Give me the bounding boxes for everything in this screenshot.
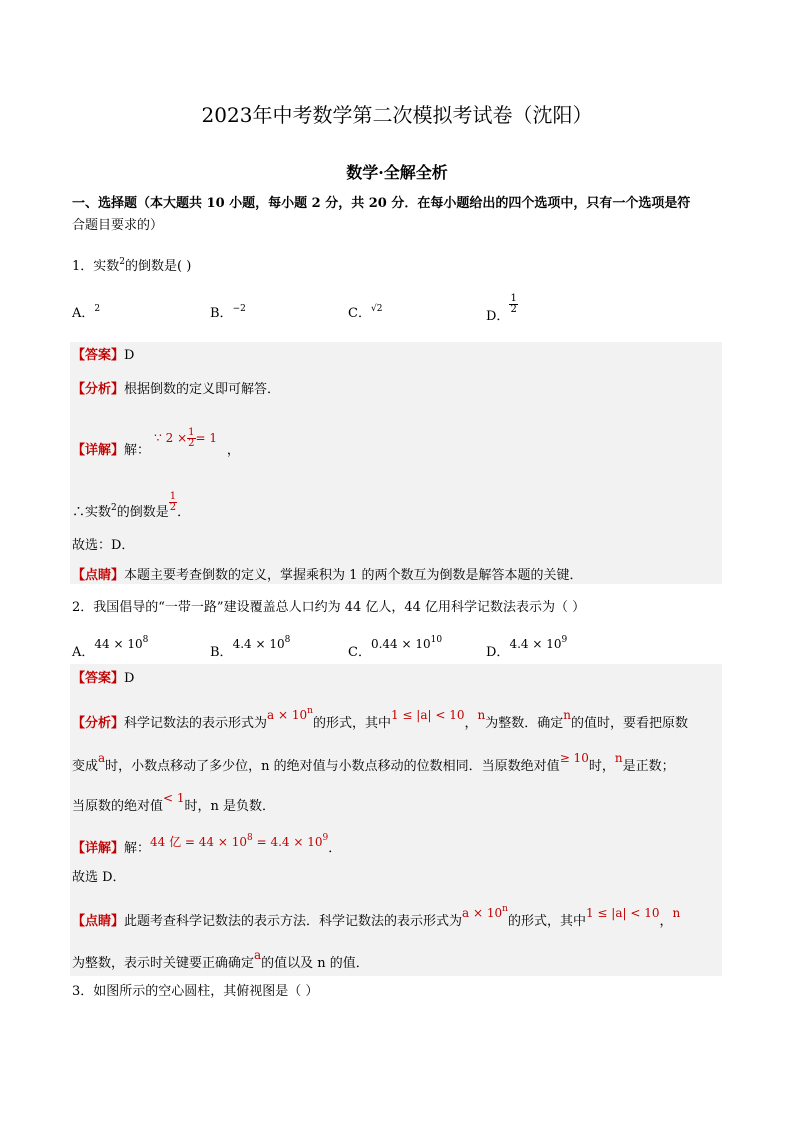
q2-analysis-line3: 当原数的绝对值< 1时，n 是负数． bbox=[72, 791, 276, 814]
q2-answer: 【答案】D bbox=[72, 671, 135, 686]
q1-option-b: B．$^{-2}$ bbox=[210, 304, 246, 321]
q1-conclusion: ∴实数$^2$的倒数是 $\frac{1}{2}$ ． bbox=[72, 491, 191, 520]
q1-answer: 【答案】D bbox=[72, 348, 135, 363]
q2-option-c: C．$0.44 \times 10^{10}$ bbox=[348, 635, 443, 660]
q2-option-d: D．$4.4 \times 10^9$ bbox=[486, 635, 568, 660]
page-title: 2023年中考数学第二次模拟考试卷（沈阳） bbox=[201, 103, 593, 127]
q2-option-a: A．$44 \times 10^8$ bbox=[72, 635, 149, 660]
q2-detail: 【详解】解：44 亿 = $44 \times 10^8 = 4.4 \times 10^9$． bbox=[72, 833, 342, 856]
q3-stem: 3．如图所示的空心圆柱，其俯视图是（ ） bbox=[72, 984, 319, 999]
q1-option-d: D． $\frac{1}{2}$ bbox=[486, 293, 517, 324]
q2-option-b: B．$4.4 \times 10^8$ bbox=[210, 635, 291, 660]
q1-solution-block bbox=[70, 342, 722, 584]
q1-stem: 1．实数$^2$的倒数是( ) bbox=[72, 257, 192, 274]
q2-analysis-line2: 变成a时，小数点移动了多少位，n 的绝对值与小数点移动的位数相同．当原数绝对值≥ 10时，n是正数； bbox=[72, 751, 675, 774]
section-header-line2: 合题目要求的） bbox=[72, 218, 164, 233]
q1-option-c: C．$^{√2}$ bbox=[348, 304, 383, 321]
section-header: 一、选择题（本大题共 10 小题，每小题 2 分，共 20 分．在每小题给出的四个选项中，只有一个选项是符 bbox=[72, 196, 691, 211]
q2-comment-line2: 为整数，表示时关键要正确确定a的值以及 n 的值． bbox=[72, 948, 369, 971]
q1-option-a: A．$^2$ bbox=[72, 304, 101, 321]
q2-comment-line1: 【点睛】此题考查科学记数法的表示方法．科学记数法的表示形式为$a \times 10^n$的形式，其中1 ≤ |a| < 10，n bbox=[72, 904, 681, 929]
q2-stem: 2．我国倡导的“一带一路”建设覆盖总人口约为 44 亿人，44 亿用科学记数法表示为（ ） bbox=[72, 600, 586, 615]
q2-analysis-line1: 【分析】科学记数法的表示形式为$a \times 10^n$的形式，其中1 ≤ |a| < 10，n为整数．确定n的值时，要看把原数 bbox=[72, 706, 688, 731]
q1-comment: 【点睛】本题主要考查倒数的定义，掌握乘积为 1 的两个数互为倒数是解答本题的关键． bbox=[72, 568, 583, 583]
q1-choose: 故选：D． bbox=[72, 538, 135, 553]
page-subtitle: 数学·全解全析 bbox=[346, 163, 448, 182]
q1-analysis: 【分析】根据倒数的定义即可解答． bbox=[72, 382, 281, 397]
q1-detail: 【详解】解： ∵ 2 × $\frac{1}{2}$ = 1 ， bbox=[72, 427, 240, 458]
q1-stem-math: 2 bbox=[119, 257, 126, 267]
q2-choose: 故选 D． bbox=[72, 870, 126, 885]
